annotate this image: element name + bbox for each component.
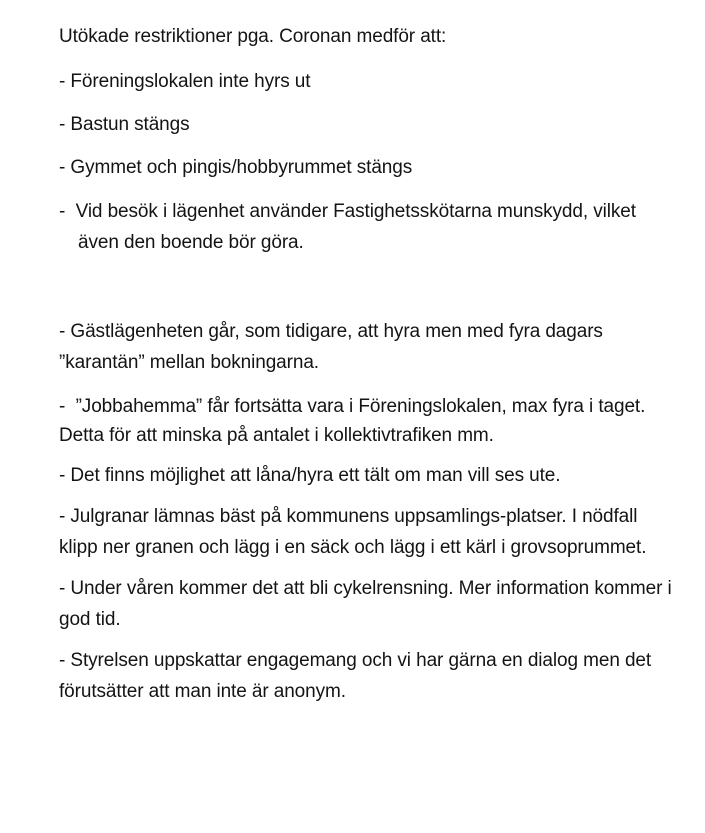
paragraph-spacer-2: [59, 450, 675, 460]
paragraph-julgranar: - Julgranar lämnas bäst på kommunens uppsamlings-platser. I nödfall klipp ner granen och lägg i en säck och lägg i ett kärl i grovsoprummet.: [59, 506, 647, 558]
paragraph-styrelsen: - Styrelsen uppskattar engagemang och vi har gärna en dialog men det förutsätter att man inte är anonym.: [59, 650, 657, 702]
paragraph-jobbahemma: - ”Jobbahemma” får fortsätta vara i Föreningslokalen, max fyra i taget. Detta för att minska på antalet i kollektivtrafiken mm.: [59, 396, 651, 446]
paragraph-talt: - Det finns möjlighet att låna/hyra ett tält om man vill ses ute.: [59, 465, 561, 486]
bullet-item-foreningslokalen: - Föreningslokalen inte hyrs ut: [59, 71, 311, 92]
bullet-item-bastun: - Bastun stängs: [59, 114, 190, 135]
bullet-item-vid-besok: - Vid besök i lägenhet använder Fastighetsskötarna munskydd, vilket även den boende bör göra.: [59, 201, 642, 253]
bullet-item-gymmet: - Gymmet och pingis/hobbyrummet stängs: [59, 157, 413, 178]
paragraph-cykelrensning: - Under våren kommer det att bli cykelrensning. Mer information kommer i god tid.: [59, 578, 677, 630]
blank-line-spacer: [59, 258, 675, 316]
paragraph-spacer-3: [59, 491, 675, 501]
document-body: [59, 22, 675, 707]
paragraph-gastlagenheten: - Gästlägenheten går, som tidigare, att hyra men med fyra dagars ”karantän” mellan bokningarna.: [59, 321, 609, 373]
lead-paragraph: Utökade restriktioner pga. Coronan medför att:: [59, 26, 447, 47]
paragraph-spacer-5: [59, 635, 675, 645]
paragraph-spacer-1: [59, 378, 675, 392]
paragraph-spacer-4: [59, 563, 675, 573]
